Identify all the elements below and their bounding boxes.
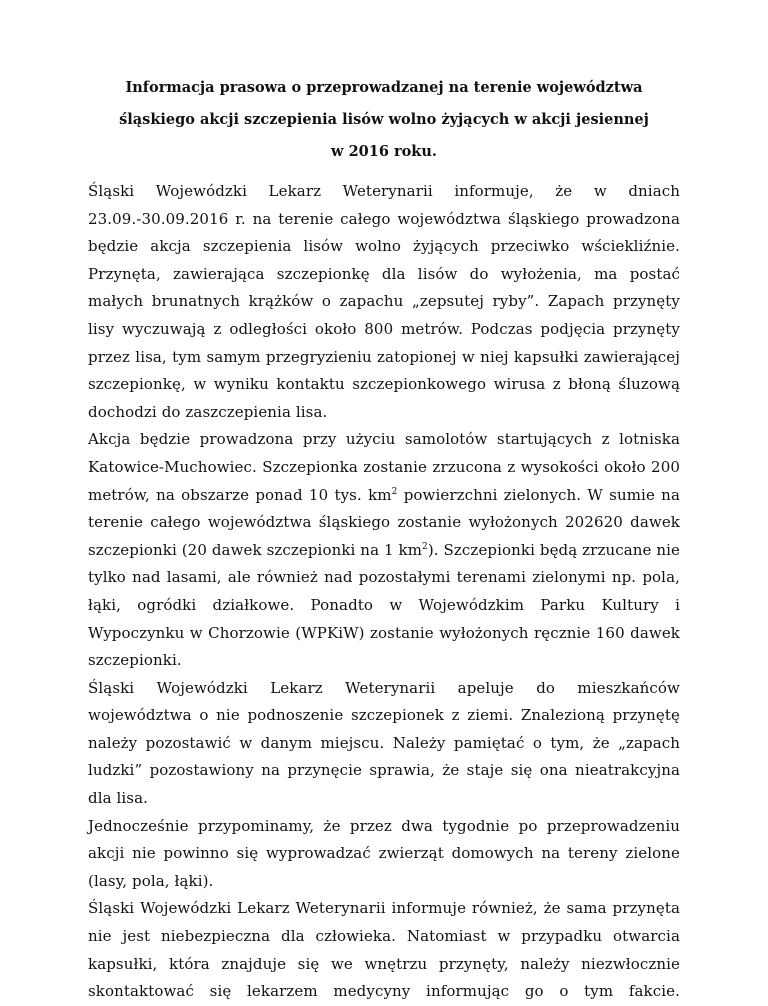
title-line-1: Informacja prasowa o przeprowadzanej na terenie województwa <box>125 79 643 96</box>
title-line-2: śląskiego akcji szczepienia lisów wolno żyjących w akcji jesiennej <box>119 111 649 128</box>
paragraph-appeal: Śląski Wojewódzki Lekarz Weterynarii apeluje do mieszkańców województwa o nie podnoszenie szczepionek z ziemi. Znalezioną przynętę należy pozostawić w danym miejscu. Należy pamiętać o tym, że „zapach ludzki” pozostawiony na przynęcie sprawia, że staje się ona nieatrakcyjna dla lisa. <box>88 678 680 808</box>
paragraph-reminder: Jednocześnie przypominamy, że przez dwa tygodnie po przeprowadzeniu akcji nie powinno się wyprowadzać zwierząt domowych na tereny zielone (lasy, pola, łąki). <box>88 816 680 890</box>
title-line-3: w 2016 roku. <box>331 143 437 160</box>
paragraph-text: powierzchni zielonych. W sumie na terenie całego województwa śląskiego zostanie wyłożonych 202620 dawek szczepionki (20 dawek szczepionki na 1 km <box>88 485 680 559</box>
paragraph-aircraft-distribution <box>88 426 680 674</box>
document-page <box>88 72 680 1006</box>
superscript: 2 <box>391 486 398 497</box>
paragraph-text: Akcja będzie prowadzona przy użyciu samolotów startujących z lotniska Katowice-Muchowiec. Szczepionka zostanie zrzucona z wysokości około 200 metrów, na obszarze ponad 10 tys. km <box>88 430 680 504</box>
paragraph-announcement: Śląski Wojewódzki Lekarz Weterynarii informuje, że w dniach 23.09.-30.09.2016 r. na terenie całego województwa śląskiego prowadzona będzie akcja szczepienia lisów wolno żyjących przeciwko wściekliźnie. Przynęta, zawierająca szczepionkę dla lisów do wyłożenia, ma postać małych brunatnych krążków o zapachu „zepsutej ryby”. Zapach przynęty lisy wyczuwają z odległości około 800 metrów. Podczas podjęcia przynęty przez lisa, tym samym przegryzieniu zatopionej w niej kapsułki zawierającej szczepionkę, w wyniku kontaktu szczepionkowego wirusa z błoną śluzową dochodzi do zaszczepienia lisa. <box>88 182 680 421</box>
paragraph-text: ). Szczepionki będą zrzucane nie tylko nad lasami, ale również nad pozostałymi terenami zielonymi np. pola, łąki, ogródki działkowe. Ponadto w Wojewódzkim Parku Kultury i Wypoczynku w Chorzowie (WPKiW) zostanie wyłożonych ręcznie 160 dawek szczepionki. <box>88 540 680 670</box>
paragraph-safety-info: Śląski Wojewódzki Lekarz Weterynarii informuje również, że sama przynęta nie jest niebezpieczna dla człowieka. Natomiast w przypadku otwarcia kapsułki, która znajduje się we wnętrzu przynęty, należy niezwłocznie skontaktować się lekarzem medycyny informując go o tym fakcie. <box>88 899 680 1001</box>
document-title <box>88 72 680 168</box>
superscript: 2 <box>422 541 428 552</box>
